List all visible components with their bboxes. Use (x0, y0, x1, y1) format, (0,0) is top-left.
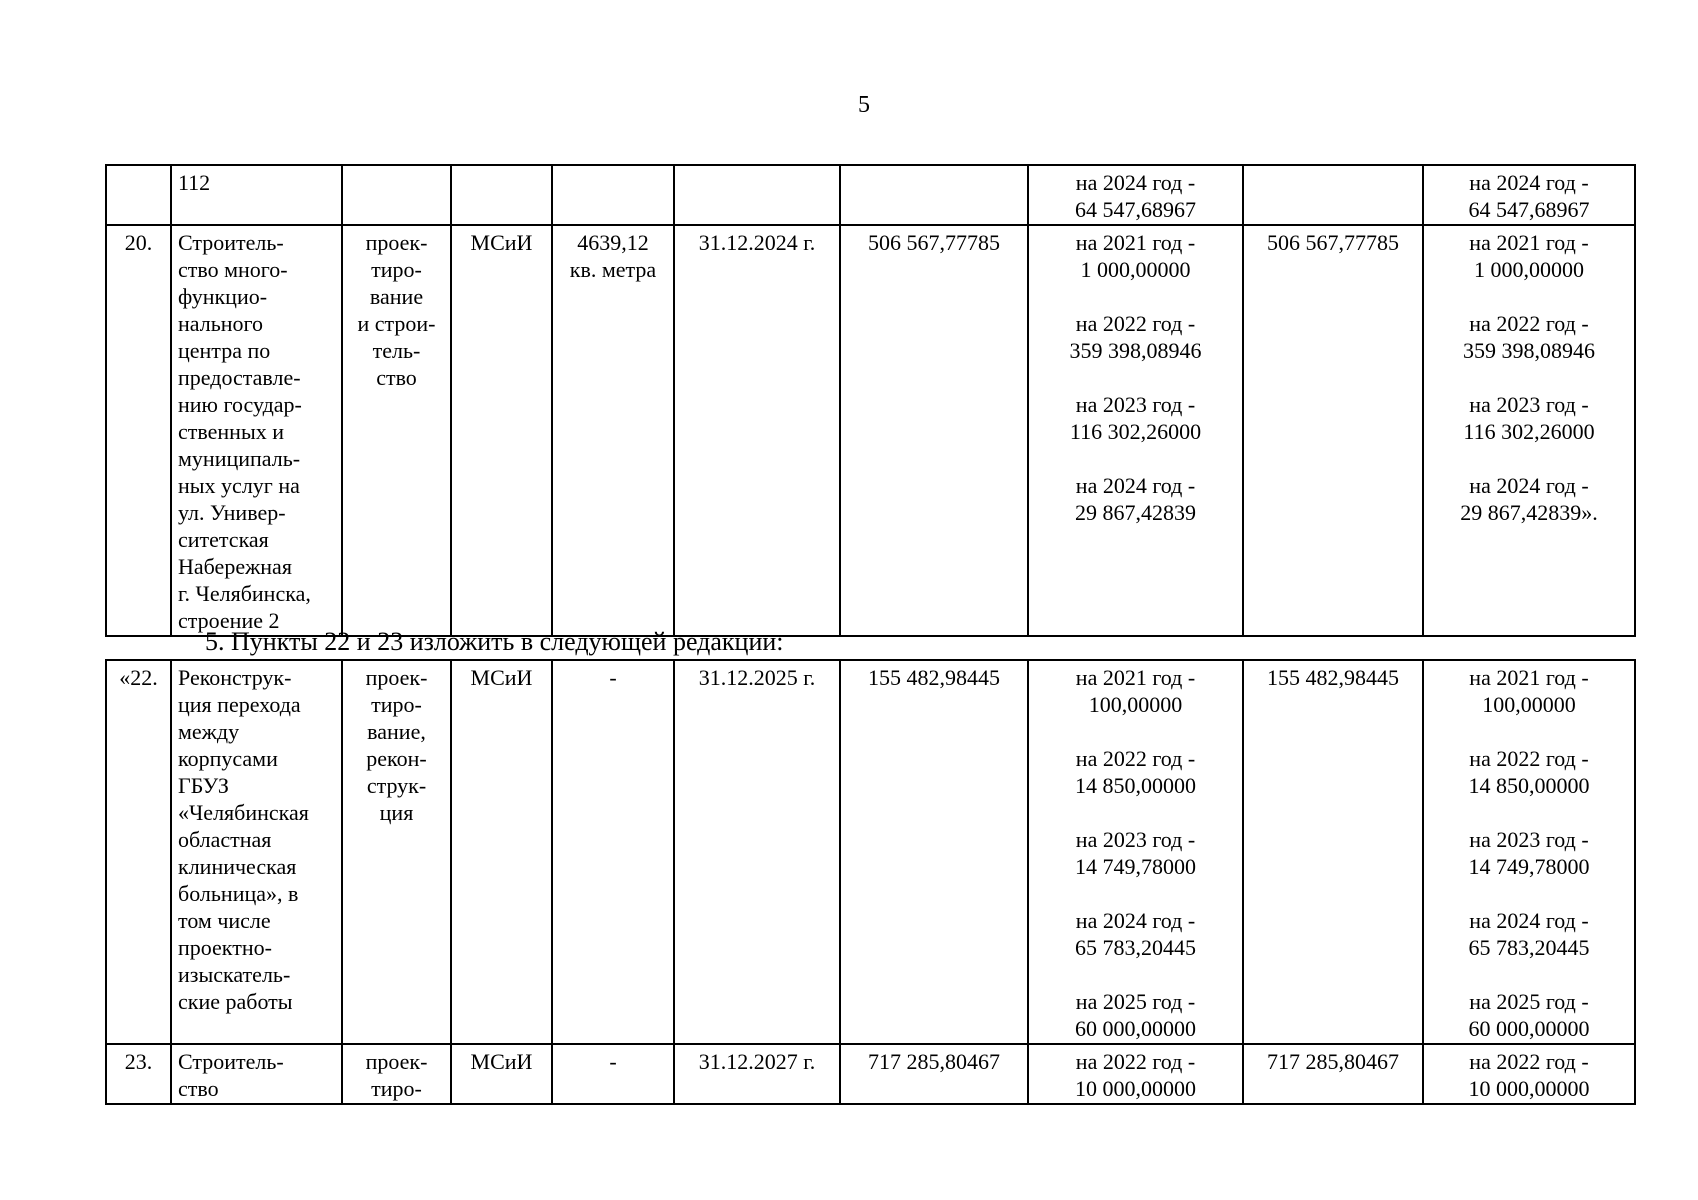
total-budget (1243, 165, 1423, 225)
cost-by-year: на 2021 год - 100,00000 на 2022 год - 14 850,00000 на 2023 год - 14 749,78000 на 2024 год - 65 783,20445 на 2025 год - 60 000,00000 (1028, 660, 1243, 1044)
total-cost: 155 482,98445 (840, 660, 1028, 1044)
row-number (106, 165, 171, 225)
deadline: 31.12.2024 г. (674, 225, 840, 636)
work-type: проек- тиро- вание и строи- тель- ство (342, 225, 451, 636)
total-budget: 155 482,98445 (1243, 660, 1423, 1044)
object-name: Строитель- ство много- функцио- нального центра по предоставле- нию государ- ственных и муниципаль- ных услуг на ул. Универ- ситетская Набережная г. Челябинска, строение 2 (171, 225, 342, 636)
object-name: Реконструк- ция перехода между корпусами ГБУЗ «Челябинская областная клиническая больница», в том числе проектно- изыскатель- ские работы (171, 660, 342, 1044)
row-number: 20. (106, 225, 171, 636)
total-budget: 717 285,80467 (1243, 1044, 1423, 1104)
table-row (106, 1044, 1635, 1104)
cost-by-year: на 2024 год - 64 547,68967 (1028, 165, 1243, 225)
customer: МСиИ (451, 660, 552, 1044)
cost-by-year: на 2021 год - 1 000,00000 на 2022 год - 359 398,08946 на 2023 год - 116 302,26000 на 2024 год - 29 867,42839 (1028, 225, 1243, 636)
capacity: - (552, 660, 674, 1044)
row-number: «22. (106, 660, 171, 1044)
cost-by-year: на 2022 год - 10 000,00000 (1028, 1044, 1243, 1104)
budget-by-year: на 2021 год - 1 000,00000 на 2022 год - 359 398,08946 на 2023 год - 116 302,26000 на 2024 год - 29 867,42839». (1423, 225, 1635, 636)
table-row (106, 165, 1635, 225)
capacity: - (552, 1044, 674, 1104)
work-type (342, 165, 451, 225)
table-row (106, 660, 1635, 1044)
customer: МСиИ (451, 225, 552, 636)
total-cost: 717 285,80467 (840, 1044, 1028, 1104)
budget-by-year: на 2024 год - 64 547,68967 (1423, 165, 1635, 225)
section-heading: 5. Пункты 22 и 23 изложить в следующей редакции: (205, 627, 784, 656)
object-table-part-2 (105, 659, 1636, 1105)
work-type: проек- тиро- вание, рекон- струк- ция (342, 660, 451, 1044)
total-cost (840, 165, 1028, 225)
object-table-part-1 (105, 164, 1636, 637)
capacity (552, 165, 674, 225)
total-cost: 506 567,77785 (840, 225, 1028, 636)
customer (451, 165, 552, 225)
work-type: проек- тиро- (342, 1044, 451, 1104)
page-number: 5 (858, 92, 870, 118)
customer: МСиИ (451, 1044, 552, 1104)
deadline: 31.12.2027 г. (674, 1044, 840, 1104)
row-number: 23. (106, 1044, 171, 1104)
budget-by-year: на 2021 год - 100,00000 на 2022 год - 14 850,00000 на 2023 год - 14 749,78000 на 2024 год - 65 783,20445 на 2025 год - 60 000,00000 (1423, 660, 1635, 1044)
object-name: Строитель- ство (171, 1044, 342, 1104)
table-row (106, 225, 1635, 636)
deadline: 31.12.2025 г. (674, 660, 840, 1044)
deadline (674, 165, 840, 225)
object-name: 112 (171, 165, 342, 225)
capacity: 4639,12 кв. метра (552, 225, 674, 636)
budget-by-year: на 2022 год - 10 000,00000 (1423, 1044, 1635, 1104)
total-budget: 506 567,77785 (1243, 225, 1423, 636)
